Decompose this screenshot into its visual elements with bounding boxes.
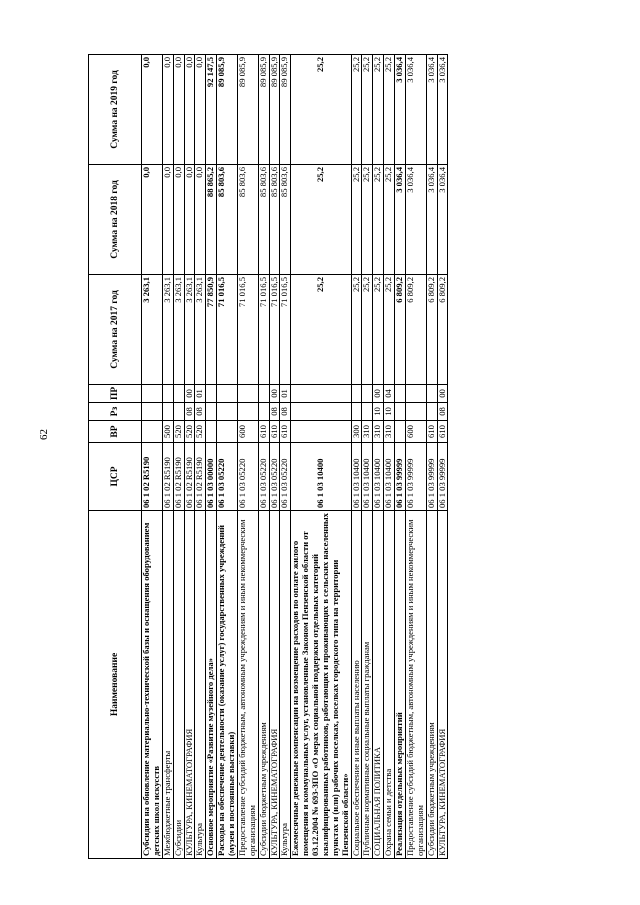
cell-rz [162,403,173,421]
cell-pr [237,385,258,403]
cell-2019: 89 085,9 [237,55,258,165]
cell-2018: 25,2 [351,165,362,275]
cell-2019: 92 147,5 [206,55,217,165]
cell-rz [395,403,406,421]
cell-2018: 25,2 [373,165,384,275]
cell-2017: 25,2 [384,275,395,385]
table-body [142,55,448,859]
cell-2019: 25,2 [362,55,373,165]
cell-pr [362,385,373,403]
cell-vr: 610 [426,421,437,443]
cell-name: КУЛЬТУРА, КИНЕМАТОГРАФИЯ [269,511,280,859]
cell-2018: 0,0 [195,165,206,275]
cell-pr [217,385,238,403]
cell-2017: 25,2 [373,275,384,385]
rotated-table-wrapper [88,55,448,859]
table-row [351,55,362,859]
cell-vr [206,421,217,443]
cell-vr [395,421,406,443]
cell-2019: 3 036,4 [426,55,437,165]
table-row [405,55,426,859]
cell-2017: 71 016,5 [258,275,269,385]
cell-2019: 25,2 [291,55,351,165]
cell-rz: 08 [437,403,448,421]
cell-csr: 06 1 02 R5190 [162,443,173,511]
cell-csr: 06 1 03 99999 [437,443,448,511]
table-header-row [89,55,142,859]
cell-name: Культура [195,511,206,859]
cell-2017: 25,2 [362,275,373,385]
cell-2018: 3 036,4 [395,165,406,275]
cell-vr: 310 [362,421,373,443]
cell-csr: 06 1 02 R5190 [184,443,195,511]
cell-vr [217,421,238,443]
cell-csr: 06 1 03 10400 [362,443,373,511]
cell-csr: 06 1 03 05220 [217,443,238,511]
cell-rz [258,403,269,421]
cell-rz [291,403,351,421]
table-row [384,55,395,859]
cell-name: Реализация отдельных мероприятий [395,511,406,859]
cell-rz [362,403,373,421]
cell-2018: 25,2 [384,165,395,275]
cell-2017: 71 016,5 [269,275,280,385]
cell-rz: 08 [195,403,206,421]
cell-2019: 0,0 [173,55,184,165]
cell-name: Межбюджетные трансферты [162,511,173,859]
cell-vr: 500 [162,421,173,443]
cell-rz: 08 [269,403,280,421]
cell-vr: 610 [258,421,269,443]
cell-2018: 88 865,2 [206,165,217,275]
cell-2017: 6 809,2 [395,275,406,385]
cell-vr: 300 [351,421,362,443]
cell-pr [395,385,406,403]
cell-2017: 6 809,2 [426,275,437,385]
cell-vr: 600 [405,421,426,443]
cell-2019: 89 085,9 [217,55,238,165]
cell-vr: 520 [184,421,195,443]
cell-2019: 3 036,4 [405,55,426,165]
cell-vr: 520 [195,421,206,443]
cell-2018: 25,2 [291,165,351,275]
cell-name: Основное мероприятие «Развитие музейного дела» [206,511,217,859]
cell-name: Культура [280,511,291,859]
header-2019: Сумма на 2019 год [89,55,142,165]
cell-rz: 08 [184,403,195,421]
table-row [184,55,195,859]
cell-rz: 10 [373,403,384,421]
cell-2017: 71 016,5 [217,275,238,385]
cell-csr: 06 1 03 00000 [206,443,217,511]
cell-2019: 0,0 [142,55,163,165]
table-row [280,55,291,859]
cell-pr [426,385,437,403]
header-2018: Сумма на 2018 год [89,165,142,275]
cell-name: КУЛЬТУРА, КИНЕМАТОГРАФИЯ [437,511,448,859]
cell-pr [351,385,362,403]
header-rz: Рз [89,403,142,421]
cell-name: Субсидии на обновление материально-технической базы и оснащения оборудованием детских школ искусств [142,511,163,859]
cell-2017: 3 263,1 [184,275,195,385]
cell-csr: 06 1 02 R5190 [195,443,206,511]
table-row [362,55,373,859]
cell-pr [162,385,173,403]
cell-2019: 25,2 [373,55,384,165]
cell-pr: 01 [280,385,291,403]
cell-pr [206,385,217,403]
header-pr: ПР [89,385,142,403]
cell-2019: 89 085,9 [269,55,280,165]
table-row [395,55,406,859]
table-row [373,55,384,859]
table-row [426,55,437,859]
cell-name: Предоставление субсидий бюджетным, автономным учреждениям и иным некоммерческим организациям [237,511,258,859]
header-2017: Сумма на 2017 год [89,275,142,385]
cell-2018: 3 036,4 [426,165,437,275]
cell-2019: 25,2 [351,55,362,165]
cell-name: КУЛЬТУРА, КИНЕМАТОГРАФИЯ [184,511,195,859]
cell-pr [405,385,426,403]
cell-name: Предоставление субсидий бюджетным, автономным учреждениям и иным некоммерческим организациям [405,511,426,859]
cell-rz: 10 [384,403,395,421]
cell-rz [206,403,217,421]
cell-2018: 0,0 [162,165,173,275]
cell-2018: 85 803,6 [258,165,269,275]
cell-csr: 06 1 03 99999 [395,443,406,511]
cell-rz [426,403,437,421]
cell-2019: 0,0 [195,55,206,165]
cell-2019: 89 085,9 [280,55,291,165]
table-row [206,55,217,859]
cell-csr: 06 1 03 10400 [351,443,362,511]
cell-name: Субсидии бюджетным учреждениям [426,511,437,859]
cell-2019: 0,0 [184,55,195,165]
cell-2017: 3 263,1 [162,275,173,385]
cell-2019: 3 036,4 [437,55,448,165]
cell-rz [173,403,184,421]
cell-vr: 310 [373,421,384,443]
cell-vr: 610 [437,421,448,443]
cell-vr [142,421,163,443]
cell-2017: 6 809,2 [405,275,426,385]
cell-csr: 06 1 03 99999 [426,443,437,511]
table-row [237,55,258,859]
table-row [195,55,206,859]
cell-2017: 77 850,9 [206,275,217,385]
table-row [173,55,184,859]
header-csr: ЦСР [89,443,142,511]
cell-csr: 06 1 03 10400 [291,443,351,511]
cell-2017: 3 263,1 [142,275,163,385]
cell-2018: 0,0 [173,165,184,275]
cell-rz [237,403,258,421]
page-number: 62 [38,429,50,440]
cell-pr: 00 [373,385,384,403]
cell-2019: 89 085,9 [258,55,269,165]
cell-vr: 520 [173,421,184,443]
cell-pr: 00 [437,385,448,403]
cell-csr: 06 1 03 10400 [373,443,384,511]
table-row [142,55,163,859]
table-row [269,55,280,859]
cell-rz [142,403,163,421]
cell-2018: 0,0 [184,165,195,275]
cell-2017: 71 016,5 [280,275,291,385]
cell-pr [258,385,269,403]
cell-csr: 06 1 03 99999 [405,443,426,511]
cell-pr [291,385,351,403]
cell-2017: 3 263,1 [173,275,184,385]
table-row [258,55,269,859]
cell-name: Охрана семьи и детства [384,511,395,859]
cell-2018: 85 803,6 [280,165,291,275]
cell-2018: 3 036,4 [405,165,426,275]
cell-2018: 85 803,6 [217,165,238,275]
cell-csr: 06 1 02 R5190 [142,443,163,511]
cell-vr: 610 [280,421,291,443]
cell-2017: 3 263,1 [195,275,206,385]
cell-name: Расходы на обеспечение деятельности (оказание услуг) государственных учреждений (музеи и постоянные выставки) [217,511,238,859]
cell-name: Ежемесячные денежные компенсации на возмещение расходов по оплате жилого помещения и коммунальных услуг, установленные Законом Пензенской области от 03.12.2004 № 693-ЗПО «О мерах социальной поддержки отдельных категорий квалифицированных работников, работающих и проживающих в сельских населенных пунктах и (или) рабочих поселках, поселках городского типа на территории Пензенской области» [291,511,351,859]
cell-csr: 06 1 03 05220 [269,443,280,511]
cell-rz: 08 [280,403,291,421]
cell-2019: 3 036,4 [395,55,406,165]
cell-csr: 06 1 03 05220 [237,443,258,511]
cell-2017: 25,2 [291,275,351,385]
cell-pr: 04 [384,385,395,403]
cell-2018: 3 036,4 [437,165,448,275]
cell-2019: 25,2 [384,55,395,165]
cell-name: СОЦИАЛЬНАЯ ПОЛИТИКА [373,511,384,859]
cell-2018: 0,0 [142,165,163,275]
header-vr: ВР [89,421,142,443]
cell-name: Субсидии бюджетным учреждениям [258,511,269,859]
cell-vr: 600 [237,421,258,443]
cell-2017: 25,2 [351,275,362,385]
cell-name: Социальное обеспечение и иные выплаты населению [351,511,362,859]
cell-rz [217,403,238,421]
cell-2019: 0,0 [162,55,173,165]
cell-pr: 01 [195,385,206,403]
cell-name: Публичные нормативные социальные выплаты гражданам [362,511,373,859]
cell-csr: 06 1 03 05220 [258,443,269,511]
budget-table [88,54,448,859]
cell-2018: 25,2 [362,165,373,275]
cell-rz [405,403,426,421]
cell-vr: 610 [269,421,280,443]
cell-csr: 06 1 03 05220 [280,443,291,511]
cell-2018: 85 803,6 [237,165,258,275]
cell-2018: 85 803,6 [269,165,280,275]
table-row [217,55,238,859]
cell-pr [142,385,163,403]
cell-name: Субсидии [173,511,184,859]
cell-vr: 310 [384,421,395,443]
cell-pr: 00 [184,385,195,403]
table-row [162,55,173,859]
cell-pr: 00 [269,385,280,403]
table-row [291,55,351,859]
cell-rz [351,403,362,421]
cell-csr: 06 1 02 R5190 [173,443,184,511]
cell-csr: 06 1 03 10400 [384,443,395,511]
table-row [437,55,448,859]
cell-vr [291,421,351,443]
cell-2017: 6 809,2 [437,275,448,385]
cell-pr [173,385,184,403]
cell-2017: 71 016,5 [237,275,258,385]
header-name: Наименование [89,511,142,859]
